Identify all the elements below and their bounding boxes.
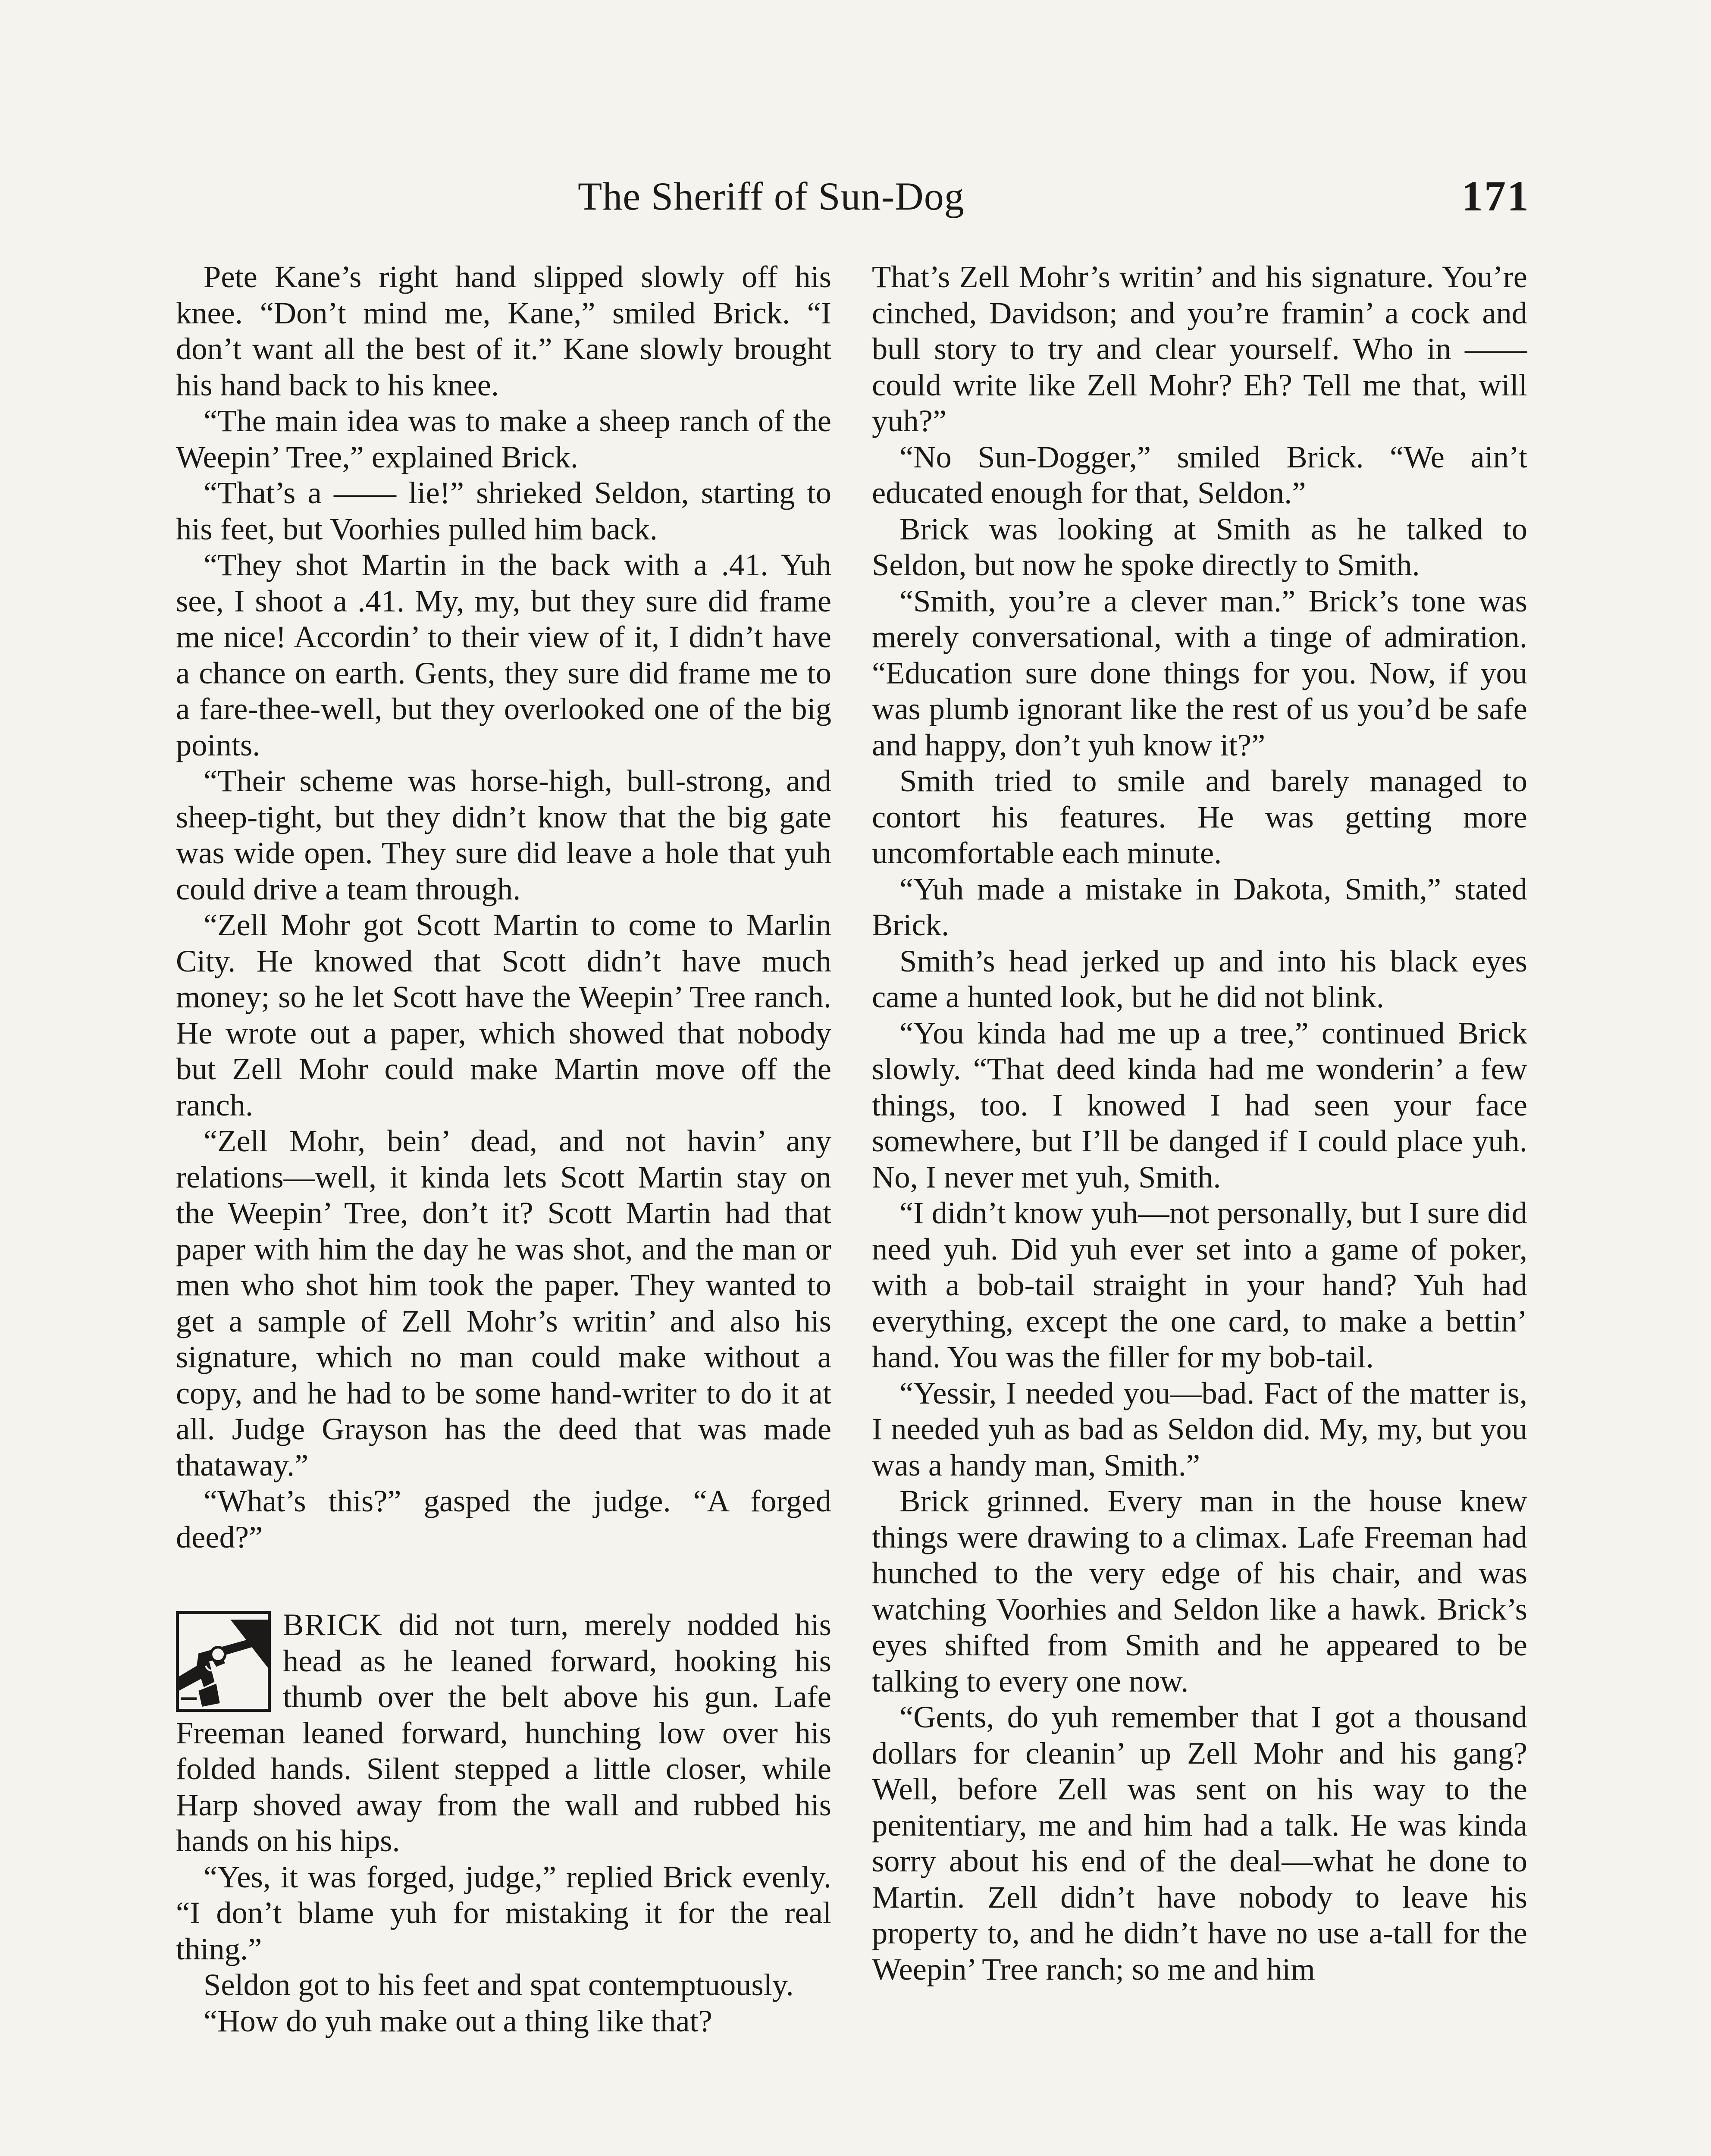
revolver-icon bbox=[176, 1611, 271, 1712]
running-head bbox=[0, 162, 1711, 231]
paragraph: “You kinda had me up a tree,” continued Brick slowly. “That deed kinda had me wonderin’ a few things, too. I knowed I had seen your face somewhere, but I’ll be danged if I could place yuh. No, I never met yuh, Smith. bbox=[872, 1015, 1527, 1194]
paragraph: “The main idea was to make a sheep ranch of the Weepin’ Tree,” explained Brick. bbox=[176, 403, 831, 474]
paragraph: “No Sun-Dogger,” smiled Brick. “We ain’t educated enough for that, Seldon.” bbox=[872, 439, 1527, 510]
paragraph: Brick grinned. Every man in the house knew things were drawing to a climax. Lafe Freeman had hunched to the very edge of his chair, and was watching Voorhies and Seldon like a hawk. Brick’s eyes shifted from Smith and he appeared to be talking to every one now. bbox=[872, 1483, 1527, 1698]
paragraph: “Their scheme was horse-high, bull-strong, and sheep-tight, but they didn’t know that the big gate was wide open. They sure did leave a hole that yuh could drive a team through. bbox=[176, 763, 831, 906]
paragraph: “Gents, do yuh remember that I got a thousand dollars for cleanin’ up Zell Mohr and his gang? Well, before Zell was sent on his way to the penitentiary, me and him had a talk. He was kinda sorry about his end of the deal—what he done to Martin. Zell didn’t have nobody to leave his property to, and he didn’t have no use a-tall for the Weepin’ Tree ranch; so me and him bbox=[872, 1699, 1527, 1987]
paragraph: Pete Kane’s right hand slipped slowly off his knee. “Don’t mind me, Kane,” smiled Brick. “I don’t want all the best of it.” Kane slowly brought his hand back to his knee. bbox=[176, 259, 831, 402]
paragraph: Smith tried to smile and barely managed to contort his features. He was getting more uncomfortable each minute. bbox=[872, 763, 1527, 870]
paragraph: “How do yuh make out a thing like that? bbox=[204, 2003, 712, 2038]
paragraph: “Smith, you’re a clever man.” Brick’s tone was merely conversational, with a tinge of admiration. “Education sure done things for you. Now, if you was plumb ignorant like the rest of us you’d be safe and happy, don’t yuh know it?” bbox=[872, 583, 1527, 762]
paragraph: “Yessir, I needed you—bad. Fact of the matter is, I needed yuh as bad as Seldon did. My, my, but you was a handy man, Smith.” bbox=[872, 1375, 1527, 1482]
paragraph: “I didn’t know yuh—not personally, but I sure did need yuh. Did yuh ever set into a game of poker, with a bob-tail straight in your hand? Yuh had everything, except the one card, to make a bettin’ hand. You was the filler for my bob-tail. bbox=[872, 1195, 1527, 1374]
right-column bbox=[872, 259, 1527, 2156]
running-title: The Sheriff of Sun-Dog bbox=[578, 174, 965, 218]
left-column bbox=[176, 259, 831, 2156]
paragraph: “Yuh made a mistake in Dakota, Smith,” stated Brick. bbox=[872, 871, 1527, 942]
paragraph: “Yes, it was forged, judge,” replied Brick evenly. “I don’t blame yuh for mistaking it for the real thing.” bbox=[176, 1859, 831, 1966]
paragraph: “Zell Mohr got Scott Martin to come to Marlin City. He knowed that Scott didn’t have much money; so he let Scott have the Weepin’ Tree ranch. He wrote out a paper, which showed that nobody but Zell Mohr could make Martin move off the ranch. bbox=[176, 907, 831, 1122]
drop-word: BRICK bbox=[283, 1607, 383, 1642]
ornament-paragraph bbox=[176, 1607, 831, 1859]
paragraph: “Zell Mohr, bein’ dead, and not havin’ any relations—well, it kinda lets Scott Martin stay on the Weepin’ Tree, don’t it? Scott Martin had that paper with him the day he was shot, and the man or men who shot him took the paper. They wanted to get a sample of Zell Mohr’s writin’ and also his signature, which no man could make without a copy, and he had to be some hand-writer to do it at all. Judge Grayson has the deed that was made thataway.” bbox=[176, 1123, 831, 1482]
paragraph: “What’s this?” gasped the judge. “A forged deed?” bbox=[176, 1483, 831, 1554]
paragraph: Seldon got to his feet and spat contemptuously. bbox=[204, 1967, 794, 2002]
drop-paragraph-text: did not turn, merely nodded his head as he leaned forward, hooking his thumb over the belt above his gun. Lafe Freeman leaned forward, hunching low over his folded hands. Silent stepped a little closer, while Harp shoved away from the wall and rubbed his hands on his hips. bbox=[176, 1607, 831, 1858]
paragraph: “They shot Martin in the back with a .41. Yuh see, I shoot a .41. My, my, but they sure did frame me nice! Accordin’ to their view of it, I didn’t have a chance on earth. Gents, they sure did frame me to a fare-thee-well, but they overlooked one of the big points. bbox=[176, 547, 831, 762]
paragraph: Smith’s head jerked up and into his black eyes came a hunted look, but he did not blink. bbox=[872, 943, 1527, 1014]
paragraph: Brick was looking at Smith as he talked to Seldon, but now he spoke directly to Smith. bbox=[872, 511, 1527, 582]
continued-paragraph: That’s Zell Mohr’s writin’ and his signature. You’re cinched, Davidson; and you’re framin’ a cock and bull story to try and clear yourself. Who in —— could write like Zell Mohr? Eh? Tell me that, will yuh?” bbox=[872, 259, 1527, 438]
section-break bbox=[176, 1555, 831, 1607]
paragraph: “That’s a —— lie!” shrieked Seldon, starting to his feet, but Voorhies pulled him back. bbox=[176, 475, 831, 546]
page-number: 171 bbox=[1461, 172, 1530, 220]
